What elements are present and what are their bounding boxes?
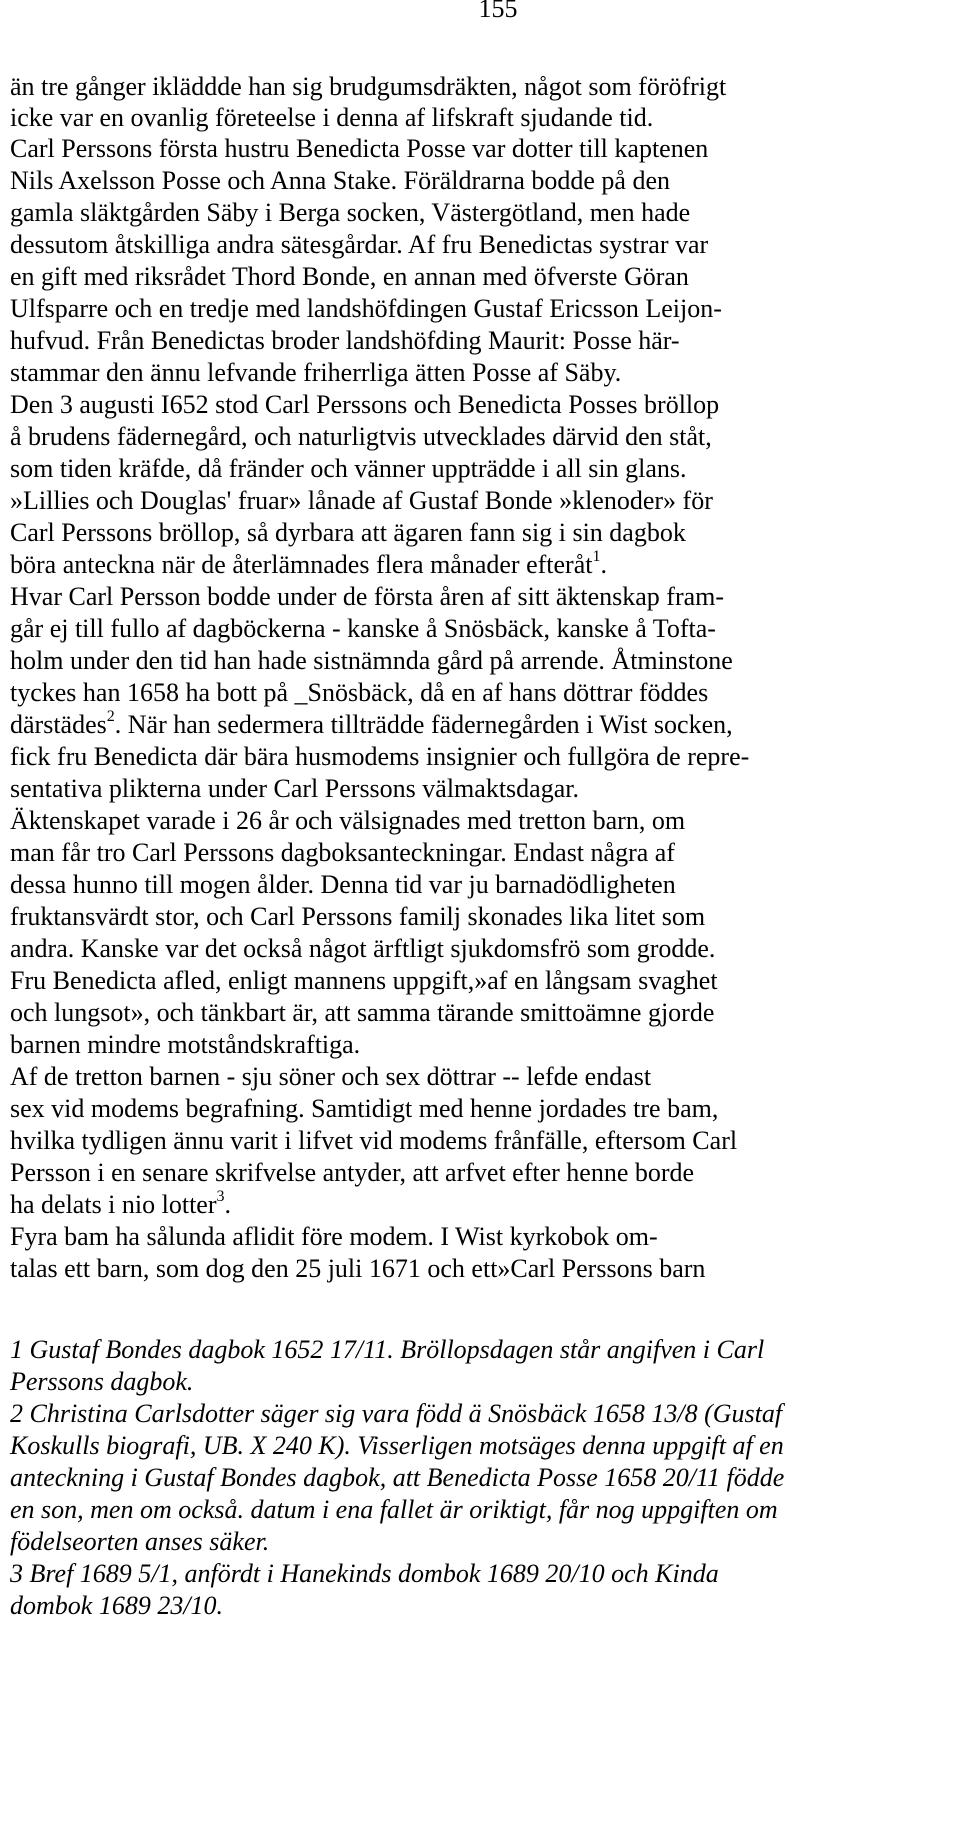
body-line-text: än tre gånger ikläddde han sig brudgumsdräkten, något som föröfrigt — [10, 72, 727, 101]
body-line-text: barnen mindre motståndskraftiga. — [10, 1030, 361, 1059]
body-line-text: Nils Axelsson Posse och Anna Stake. Föräldrarna bodde på den — [10, 166, 671, 195]
footnote-marker: 2 — [106, 708, 115, 726]
body-line-text: Carl Perssons bröllop, så dyrbara att ägaren fann sig i sin dagbok — [10, 518, 686, 547]
body-line-text: hufvud. Från Benedictas broder landshöfding Maurit: Posse här- — [10, 326, 680, 355]
body-line-text: Den 3 augusti I652 stod Carl Perssons och Benedicta Posses bröllop — [10, 390, 720, 419]
body-line-text: Fyra bam ha sålunda aflidit före modem. I Wist kyrkobok om- — [10, 1222, 658, 1251]
footnote-line: 3 Bref 1689 5/1, anfördt i Hanekinds dombok 1689 20/10 och Kinda — [10, 1559, 719, 1588]
body-line-text: Fru Benedicta afled, enligt mannens uppgift,»af en långsam svaghet — [10, 966, 718, 995]
body-line-text: sex vid modems begrafning. Samtidigt med henne jordades tre bam, — [10, 1094, 719, 1123]
footnote-line: en son, men om också. datum i ena fallet är oriktigt, får nog uppgiften om — [10, 1495, 778, 1524]
body-line-text: holm under den tid han hade sistnämnda gård på arrende. Åtminstone — [10, 646, 733, 675]
body-line-text: Ulfsparre och en tredje med landshöfdingen Gustaf Ericsson Leijon- — [10, 294, 722, 323]
body-line-text: böra anteckna när de återlämnades flera månader efteråt — [10, 550, 593, 579]
body-line-text: andra. Kanske var det också något ärftligt sjukdomsfrö som grodde. — [10, 934, 716, 963]
body-line-text: dessa hunno till mogen ålder. Denna tid var ju barnadödligheten — [10, 870, 676, 899]
footnote-line: 2 Christina Carlsdotter säger sig vara född ä Snösbäck 1658 13/8 (Gustaf — [10, 1399, 783, 1428]
body-line-text: Carl Perssons första hustru Benedicta Posse var dotter till kaptenen — [10, 134, 709, 163]
body-line-text: å brudens fädernegård, och naturligtvis utvecklades därvid den ståt, — [10, 422, 712, 451]
body-line-text: »Lillies och Douglas' fruar» lånade af Gustaf Bonde »klenoder» för — [10, 486, 713, 515]
body-line-text-after: . — [224, 1190, 232, 1219]
body-line-text: stammar den ännu lefvande friherrliga ätten Posse af Säby. — [10, 358, 622, 387]
body-line-text: fruktansvärdt stor, och Carl Perssons familj skonades lika litet som — [10, 902, 706, 931]
body-line-text: Äktenskapet varade i 26 år och välsignades med tretton barn, om — [10, 806, 686, 835]
page-number-text: 155 — [478, 0, 518, 23]
body-line-text: Hvar Carl Persson bodde under de första åren af sitt äktenskap fram- — [10, 582, 725, 611]
footnote-line: födelseorten anses säker. — [10, 1527, 270, 1556]
body-line-text: Persson i en senare skrifvelse antyder, att arfvet efter henne borde — [10, 1158, 695, 1187]
body-line-text: fick fru Benedicta där bära husmodems insignier och fullgöra de repre- — [10, 742, 750, 771]
body-line-text: gamla släktgården Säby i Berga socken, Västergötland, men hade — [10, 198, 691, 227]
body-line-text: dessutom åtskilliga andra sätesgårdar. Af fru Benedictas systrar var — [10, 230, 709, 259]
body-line-text-after: . — [600, 550, 607, 579]
footnote-line: dombok 1689 23/10. — [10, 1591, 224, 1620]
footnote-line: 1 Gustaf Bondes dagbok 1652 17/11. Bröllopsdagen står angifven i Carl — [10, 1335, 765, 1364]
body-line-text: ha delats i nio lotter — [10, 1190, 217, 1219]
footnote-line: anteckning i Gustaf Bondes dagbok, att Benedicta Posse 1658 20/11 födde — [10, 1463, 785, 1492]
body-line-text: Af de tretton barnen - sju söner och sex döttrar -- lefde endast — [10, 1062, 652, 1091]
body-line-text: tyckes han 1658 ha bott på _Snösbäck, då en af hans döttrar föddes — [10, 678, 709, 707]
footnote-marker: 3 — [216, 1188, 225, 1206]
body-line-text: därstädes — [10, 710, 107, 739]
body-line-text: en gift med riksrådet Thord Bonde, en annan med öfverste Göran — [10, 262, 689, 291]
footnote-marker: 1 — [592, 548, 601, 566]
body-line-text: går ej till fullo af dagböckerna - kanske å Snösbäck, kanske å Tofta- — [10, 614, 716, 643]
body-line-text: talas ett barn, som dog den 25 juli 1671 och ett»Carl Perssons barn — [10, 1254, 706, 1283]
body-line-text-after: . När han sedermera tillträdde fädernegården i Wist socken, — [114, 710, 733, 739]
body-line-text: sentativa plikterna under Carl Perssons välmaktsdagar. — [10, 774, 579, 803]
body-line-text: som tiden kräfde, då fränder och vänner uppträdde i all sin glans. — [10, 454, 687, 483]
footnote-line: Perssons dagbok. — [10, 1367, 194, 1396]
body-line-text: hvilka tydligen ännu varit i lifvet vid modems frånfälle, eftersom Carl — [10, 1126, 738, 1155]
body-line-text: och lungsot», och tänkbart är, att samma tärande smittoämne gjorde — [10, 998, 715, 1027]
body-line-text: man får tro Carl Perssons dagboksanteckningar. Endast några af — [10, 838, 675, 867]
body-line-text: icke var en ovanlig företeelse i denna af lifskraft sjudande tid. — [10, 103, 654, 132]
footnote-line: Koskulls biografi, UB. X 240 K). Visserligen motsäges denna uppgift af en — [10, 1431, 784, 1460]
